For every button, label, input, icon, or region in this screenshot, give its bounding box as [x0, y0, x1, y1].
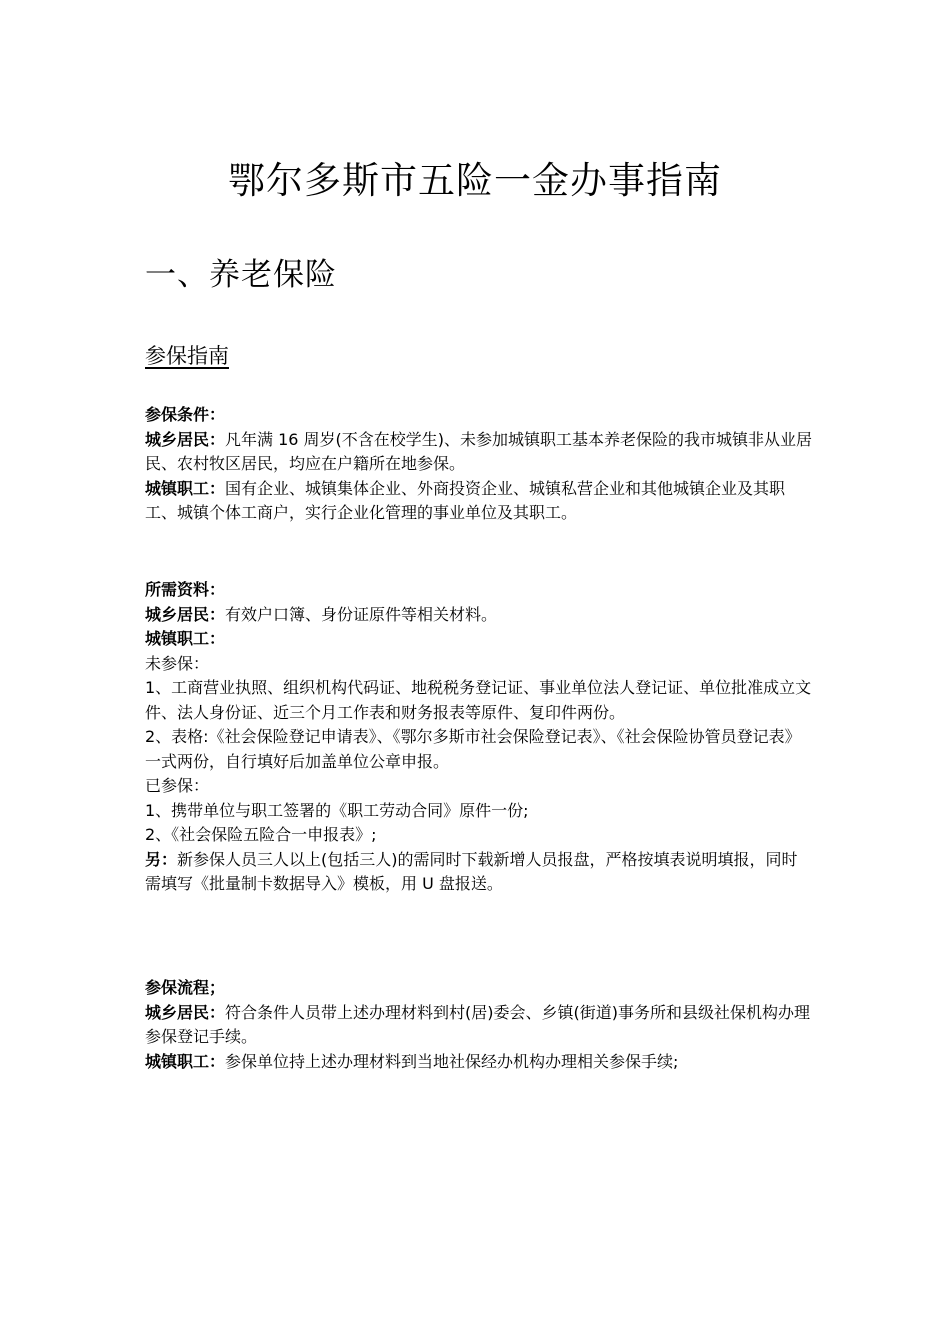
materials-not-enrolled-item-2: 2、表格:《社会保险登记申请表》、《鄂尔多斯市社会保险登记表》、《社会保险协管员登记表》一式两份，自行填好后加盖单位公章申报。: [145, 727, 801, 771]
conditions-urban-worker-label: 城镇职工：: [145, 478, 226, 498]
materials-urban-worker-label: 城镇职工：: [145, 629, 226, 648]
materials-not-enrolled-label: 未参保：: [145, 653, 210, 673]
conditions-block: [145, 403, 813, 526]
materials-urban-rural-text: 有效户口簿、身份证原件等相关材料。: [225, 604, 498, 624]
materials-block: [145, 578, 813, 897]
document-title: 鄂尔多斯市五险一金办事指南: [228, 159, 722, 202]
conditions-urban-rural-label: 城乡居民：: [145, 429, 226, 449]
process-urban-rural-label: 城乡居民：: [145, 1002, 226, 1022]
section-heading-pension: 一、养老保险: [145, 257, 337, 293]
process-urban-rural: [145, 1001, 813, 1050]
materials-note: [145, 848, 813, 897]
materials-label: 所需资料：: [145, 580, 226, 599]
conditions-urban-rural: [145, 428, 813, 477]
conditions-urban-worker: [145, 477, 813, 526]
process-urban-worker: [145, 1050, 813, 1075]
materials-not-enrolled-item-1: 1、工商营业执照、组织机构代码证、地税税务登记证、事业单位法人登记证、单位批准成立文件、法人身份证、近三个月工作表和财务报表等原件、复印件两份。: [145, 678, 812, 722]
process-urban-worker-text: 参保单位持上述办理材料到当地社保经办机构办理相关参保手续;: [225, 1051, 679, 1071]
materials-note-label: 另：: [145, 849, 178, 869]
materials-urban-rural: [145, 603, 813, 628]
process-block: [145, 976, 813, 1074]
conditions-urban-rural-text: 凡年满 16 周岁(不含在校学生)、未参加城镇职工基本养老保险的我市城镇非从业居民、农村牧区居民，均应在户籍所在地参保。: [145, 429, 813, 473]
materials-enrolled-label: 已参保：: [145, 776, 210, 795]
process-urban-worker-label: 城镇职工：: [145, 1051, 226, 1071]
process-urban-rural-text: 符合条件人员带上述办理材料到村(居)委会、乡镇(街道)事务所和县级社保机构办理参保登记手续。: [145, 1002, 810, 1046]
materials-urban-rural-label: 城乡居民：: [145, 604, 226, 624]
materials-note-text: 新参保人员三人以上(包括三人)的需同时下载新增人员报盘，严格按填表说明填报，同时需填写《批量制卡数据导入》模板，用 U 盘报送。: [145, 849, 798, 893]
conditions-label: 参保条件：: [145, 405, 226, 424]
materials-enrolled-item-1: 1、携带单位与职工签署的《职工劳动合同》原件一份;: [145, 800, 529, 820]
conditions-urban-worker-text: 国有企业、城镇集体企业、外商投资企业、城镇私营企业和其他城镇企业及其职工、城镇个体工商户，实行企业化管理的事业单位及其职工。: [145, 478, 786, 522]
materials-enrolled-item-2: 2、《社会保险五险合一申报表》;: [145, 825, 377, 844]
process-label: 参保流程；: [145, 978, 226, 997]
sub-heading-enrollment-guide: 参保指南: [145, 344, 229, 368]
